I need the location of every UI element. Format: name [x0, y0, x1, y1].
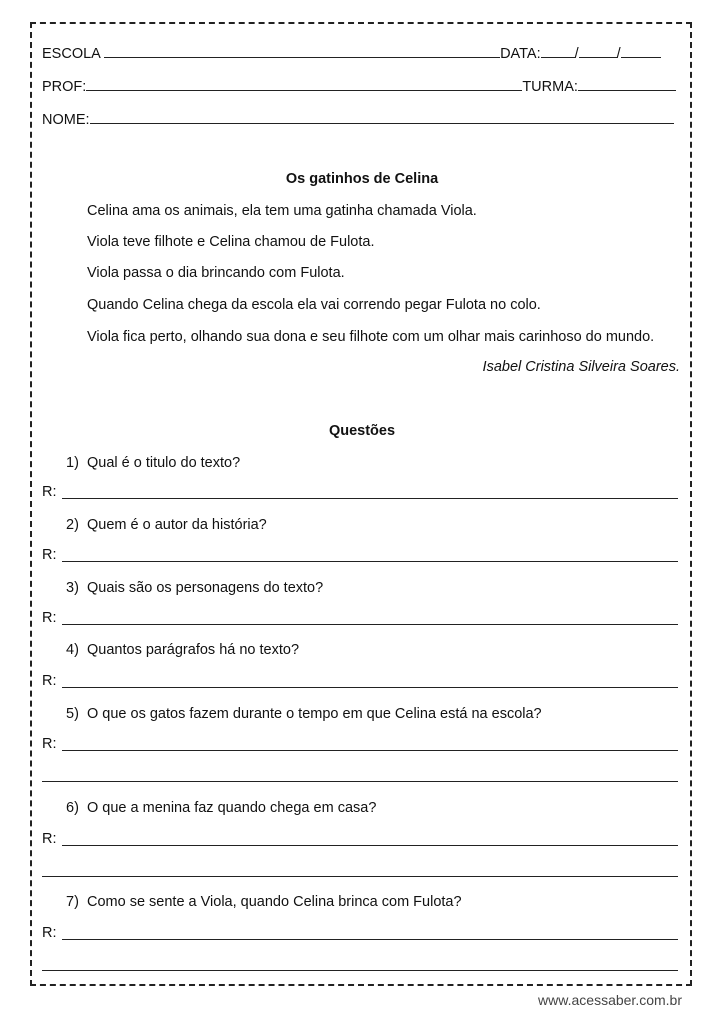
- answer-line-2[interactable]: [62, 561, 678, 562]
- answer-label: R:: [42, 610, 57, 626]
- answer-label: R:: [42, 925, 57, 941]
- answer-line-3[interactable]: [62, 624, 678, 625]
- question-7: [66, 894, 462, 910]
- question-4: [66, 642, 299, 658]
- prof-field[interactable]: [86, 77, 522, 91]
- question-text: O que a menina faz quando chega em casa?: [87, 800, 377, 816]
- question-text: Quais são os personagens do texto?: [87, 580, 324, 596]
- question-text: Qual é o titulo do texto?: [87, 455, 241, 471]
- story-author: Isabel Cristina Silveira Soares.: [482, 359, 680, 375]
- answer-label: R:: [42, 547, 57, 563]
- escola-row: [42, 44, 661, 62]
- escola-field[interactable]: [104, 44, 500, 58]
- answer-label: R:: [42, 736, 57, 752]
- turma-field[interactable]: [578, 77, 676, 91]
- answer-line-4[interactable]: [62, 687, 678, 688]
- nome-field[interactable]: [90, 110, 674, 124]
- prof-label: PROF:: [42, 79, 87, 95]
- question-1: [66, 455, 240, 471]
- escola-label: ESCOLA: [42, 46, 101, 62]
- question-text: Como se sente a Viola, quando Celina brinca com Fulota?: [87, 894, 462, 910]
- answer-label: R:: [42, 673, 57, 689]
- turma-label: TURMA:: [522, 79, 578, 95]
- answer-line-5b[interactable]: [42, 781, 678, 782]
- question-number: 1): [66, 455, 79, 471]
- worksheet-border: [30, 22, 692, 986]
- nome-label: NOME:: [42, 112, 90, 128]
- question-number: 4): [66, 642, 79, 658]
- answer-line-5[interactable]: [62, 750, 678, 751]
- question-number: 5): [66, 706, 79, 722]
- question-3: [66, 580, 323, 596]
- question-number: 6): [66, 800, 79, 816]
- date-day-field[interactable]: [541, 44, 575, 58]
- story-paragraph: Viola fica perto, olhando sua dona e seu filhote com um olhar mais carinhoso do mundo.: [87, 329, 655, 345]
- answer-line-7[interactable]: [62, 939, 678, 940]
- story-paragraph: Viola passa o dia brincando com Fulota.: [87, 265, 345, 281]
- answer-line-6b[interactable]: [42, 876, 678, 877]
- story-paragraph: Celina ama os animais, ela tem uma gatinha chamada Viola.: [87, 203, 477, 219]
- date-separator: /: [574, 46, 579, 62]
- question-number: 3): [66, 580, 79, 596]
- question-number: 7): [66, 894, 79, 910]
- answer-label: R:: [42, 831, 57, 847]
- prof-row: [42, 77, 676, 95]
- date-separator: /: [616, 46, 621, 62]
- answer-line-1[interactable]: [62, 498, 678, 499]
- question-text: Quantos parágrafos há no texto?: [87, 642, 300, 658]
- questions-title: Questões: [328, 423, 396, 439]
- answer-line-7b[interactable]: [42, 970, 678, 971]
- question-6: [66, 800, 376, 816]
- date-month-field[interactable]: [579, 44, 617, 58]
- footer-site: www.acessaber.com.br: [538, 992, 682, 1008]
- question-2: [66, 517, 267, 533]
- story-title: Os gatinhos de Celina: [285, 171, 439, 187]
- question-text: O que os gatos fazem durante o tempo em que Celina está na escola?: [87, 706, 542, 722]
- data-label: DATA:: [500, 46, 541, 62]
- answer-line-6[interactable]: [62, 845, 678, 846]
- question-5: [66, 706, 542, 722]
- nome-row: [42, 110, 674, 128]
- story-paragraph: Quando Celina chega da escola ela vai correndo pegar Fulota no colo.: [87, 297, 541, 313]
- question-text: Quem é o autor da história?: [87, 517, 267, 533]
- date-year-field[interactable]: [621, 44, 661, 58]
- answer-label: R:: [42, 484, 57, 500]
- question-number: 2): [66, 517, 79, 533]
- story-paragraph: Viola teve filhote e Celina chamou de Fulota.: [87, 234, 375, 250]
